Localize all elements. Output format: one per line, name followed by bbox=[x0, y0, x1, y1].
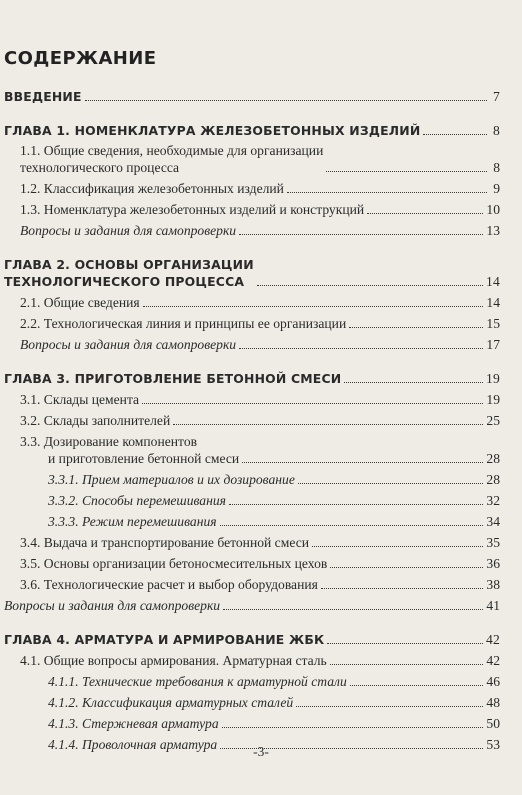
toc-page-number: 19 bbox=[486, 371, 500, 386]
dot-leader bbox=[220, 525, 484, 526]
toc-page-number: 14 bbox=[486, 274, 500, 289]
dot-leader bbox=[257, 285, 483, 286]
dot-leader bbox=[239, 348, 483, 349]
dot-leader bbox=[222, 727, 484, 728]
dot-leader bbox=[350, 685, 484, 686]
dot-leader bbox=[142, 403, 483, 404]
toc-page-number: 13 bbox=[486, 223, 500, 238]
toc-entry-chapter-1[interactable] bbox=[0, 122, 500, 139]
toc-entry-3-1[interactable] bbox=[0, 391, 500, 408]
toc-entry-questions-1[interactable] bbox=[0, 222, 500, 239]
toc-entry-label: 3.3.1. Прием материалов и их дозирование bbox=[48, 472, 295, 487]
toc-entry-2-1[interactable] bbox=[0, 294, 500, 311]
toc-entry-label-continued: технологического процесса bbox=[20, 160, 180, 175]
toc-page-number: 32 bbox=[486, 493, 500, 508]
toc-page-number: 19 bbox=[486, 392, 500, 407]
toc-page-number: 36 bbox=[486, 556, 500, 571]
dot-leader bbox=[298, 483, 484, 484]
toc-entry-questions-2[interactable] bbox=[0, 336, 500, 353]
toc-entry-3-3-1[interactable] bbox=[0, 471, 500, 488]
page-number-footer: -3- bbox=[253, 744, 269, 759]
toc-entry-label: ГЛАВА 1. НОМЕНКЛАТУРА ЖЕЛЕЗОБЕТОННЫХ ИЗДЕЛИЙ bbox=[4, 123, 421, 138]
dot-leader bbox=[349, 327, 483, 328]
toc-page-number: 7 bbox=[493, 89, 500, 104]
toc-page-number: 17 bbox=[486, 337, 500, 352]
toc-page-number: 10 bbox=[486, 202, 500, 217]
dot-leader bbox=[229, 504, 483, 505]
dot-leader bbox=[287, 192, 487, 193]
dot-leader bbox=[223, 609, 483, 610]
toc-entry-label: 4.1.3. Стержневая арматура bbox=[48, 716, 219, 731]
toc-entry-label: 3.2. Склады заполнителей bbox=[20, 413, 171, 428]
toc-entry-label: ВВЕДЕНИЕ bbox=[4, 89, 82, 104]
toc-entry-3-3[interactable] bbox=[0, 433, 500, 467]
toc-entry-label: ГЛАВА 3. ПРИГОТОВЛЕНИЕ БЕТОННОЙ СМЕСИ bbox=[4, 371, 342, 386]
toc-entry-chapter-4[interactable] bbox=[0, 631, 500, 648]
toc-page-number: 14 bbox=[486, 295, 500, 310]
toc-page-number: 38 bbox=[486, 577, 500, 592]
toc-entry-chapter-2[interactable] bbox=[0, 256, 500, 290]
toc-entry-4-1-1[interactable] bbox=[0, 673, 500, 690]
toc-entry-label: 3.3.2. Способы перемешивания bbox=[48, 493, 226, 508]
toc-page-number: 8 bbox=[493, 123, 500, 138]
toc-entry-label: 3.4. Выдача и транспортирование бетонной смеси bbox=[20, 535, 309, 550]
toc-entry-questions-3[interactable] bbox=[0, 597, 500, 614]
toc-entry-3-3-3[interactable] bbox=[0, 513, 500, 530]
toc-page-number: 25 bbox=[486, 413, 500, 428]
toc-entry-label-continued: и приготовление бетонной смеси bbox=[48, 451, 240, 466]
toc-entry-label: 1.2. Классификация железобетонных изделий bbox=[20, 181, 284, 196]
dot-leader bbox=[143, 306, 484, 307]
toc-entry-label: 2.2. Технологическая линия и принципы ее организации bbox=[20, 316, 347, 331]
toc-entry-3-5[interactable] bbox=[0, 555, 500, 572]
table-of-contents bbox=[0, 88, 500, 753]
toc-page-number: 53 bbox=[486, 737, 500, 752]
dot-leader bbox=[296, 706, 483, 707]
dot-leader bbox=[330, 664, 484, 665]
dot-leader bbox=[239, 234, 483, 235]
toc-page-number: 41 bbox=[486, 598, 500, 613]
toc-page-number: 42 bbox=[486, 653, 500, 668]
toc-page-number: 28 bbox=[486, 451, 500, 466]
toc-page-number: 35 bbox=[486, 535, 500, 550]
dot-leader bbox=[173, 424, 483, 425]
toc-entry-label: 4.1.1. Технические требования к арматурной стали bbox=[48, 674, 347, 689]
toc-entry-label: Вопросы и задания для самопроверки bbox=[4, 598, 221, 613]
toc-entry-label: 2.1. Общие сведения bbox=[20, 295, 140, 310]
toc-entry-4-1-2[interactable] bbox=[0, 694, 500, 711]
toc-page-number: 42 bbox=[486, 632, 500, 647]
dot-leader bbox=[312, 546, 483, 547]
toc-page-number: 15 bbox=[486, 316, 500, 331]
dot-leader bbox=[321, 588, 484, 589]
toc-page-number: 28 bbox=[486, 472, 500, 487]
toc-entry-1-3[interactable] bbox=[0, 201, 500, 218]
toc-page-number: 34 bbox=[486, 514, 500, 529]
toc-entry-label: 3.6. Технологические расчет и выбор оборудования bbox=[20, 577, 318, 592]
toc-entry-label: 3.3.3. Режим перемешивания bbox=[48, 514, 217, 529]
toc-entry-introduction[interactable] bbox=[0, 88, 500, 105]
toc-page-number: 9 bbox=[493, 181, 500, 196]
toc-entry-3-6[interactable] bbox=[0, 576, 500, 593]
toc-entry-2-2[interactable] bbox=[0, 315, 500, 332]
dot-leader bbox=[330, 567, 483, 568]
toc-page-number: 8 bbox=[493, 160, 500, 175]
toc-entry-chapter-3[interactable] bbox=[0, 370, 500, 387]
toc-entry-label: ГЛАВА 2. ОСНОВЫ ОРГАНИЗАЦИИ bbox=[4, 257, 254, 272]
toc-entry-label: 3.5. Основы организации бетоносмесительных цехов bbox=[20, 556, 328, 571]
toc-entry-3-4[interactable] bbox=[0, 534, 500, 551]
dot-leader bbox=[242, 462, 483, 463]
dot-leader bbox=[367, 213, 483, 214]
toc-entry-label: 4.1.4. Проволочная арматура bbox=[48, 737, 218, 752]
toc-entry-label: 4.1.2. Классификация арматурных сталей bbox=[48, 695, 294, 710]
toc-entry-4-1-3[interactable] bbox=[0, 715, 500, 732]
toc-entry-label: 1.3. Номенклатура железобетонных изделий и конструкций bbox=[20, 202, 365, 217]
dot-leader bbox=[85, 100, 487, 101]
dot-leader bbox=[344, 382, 483, 383]
toc-entry-label-continued: ТЕХНОЛОГИЧЕСКОГО ПРОЦЕССА bbox=[4, 274, 245, 289]
toc-entry-label: 3.1. Склады цемента bbox=[20, 392, 140, 407]
toc-entry-label: 1.1. Общие сведения, необходимые для организации bbox=[20, 143, 324, 158]
dot-leader bbox=[326, 171, 487, 172]
toc-entry-3-2[interactable] bbox=[0, 412, 500, 429]
toc-entry-1-1[interactable] bbox=[0, 142, 500, 176]
toc-entry-label: 4.1. Общие вопросы армирования. Арматурная сталь bbox=[20, 653, 327, 668]
toc-entry-label: Вопросы и задания для самопроверки bbox=[20, 337, 237, 352]
toc-page-number: 46 bbox=[486, 674, 500, 689]
toc-page-number: 50 bbox=[486, 716, 500, 731]
dot-leader bbox=[327, 643, 483, 644]
toc-page-number: 48 bbox=[486, 695, 500, 710]
toc-entry-label: 3.3. Дозирование компонентов bbox=[20, 434, 198, 449]
page-title: СОДЕРЖАНИЕ bbox=[4, 48, 157, 69]
toc-entry-4-1[interactable] bbox=[0, 652, 500, 669]
toc-entry-label: ГЛАВА 4. АРМАТУРА И АРМИРОВАНИЕ ЖБК bbox=[4, 632, 325, 647]
dot-leader bbox=[423, 134, 487, 135]
toc-entry-1-2[interactable] bbox=[0, 180, 500, 197]
toc-entry-label: Вопросы и задания для самопроверки bbox=[20, 223, 237, 238]
toc-entry-3-3-2[interactable] bbox=[0, 492, 500, 509]
